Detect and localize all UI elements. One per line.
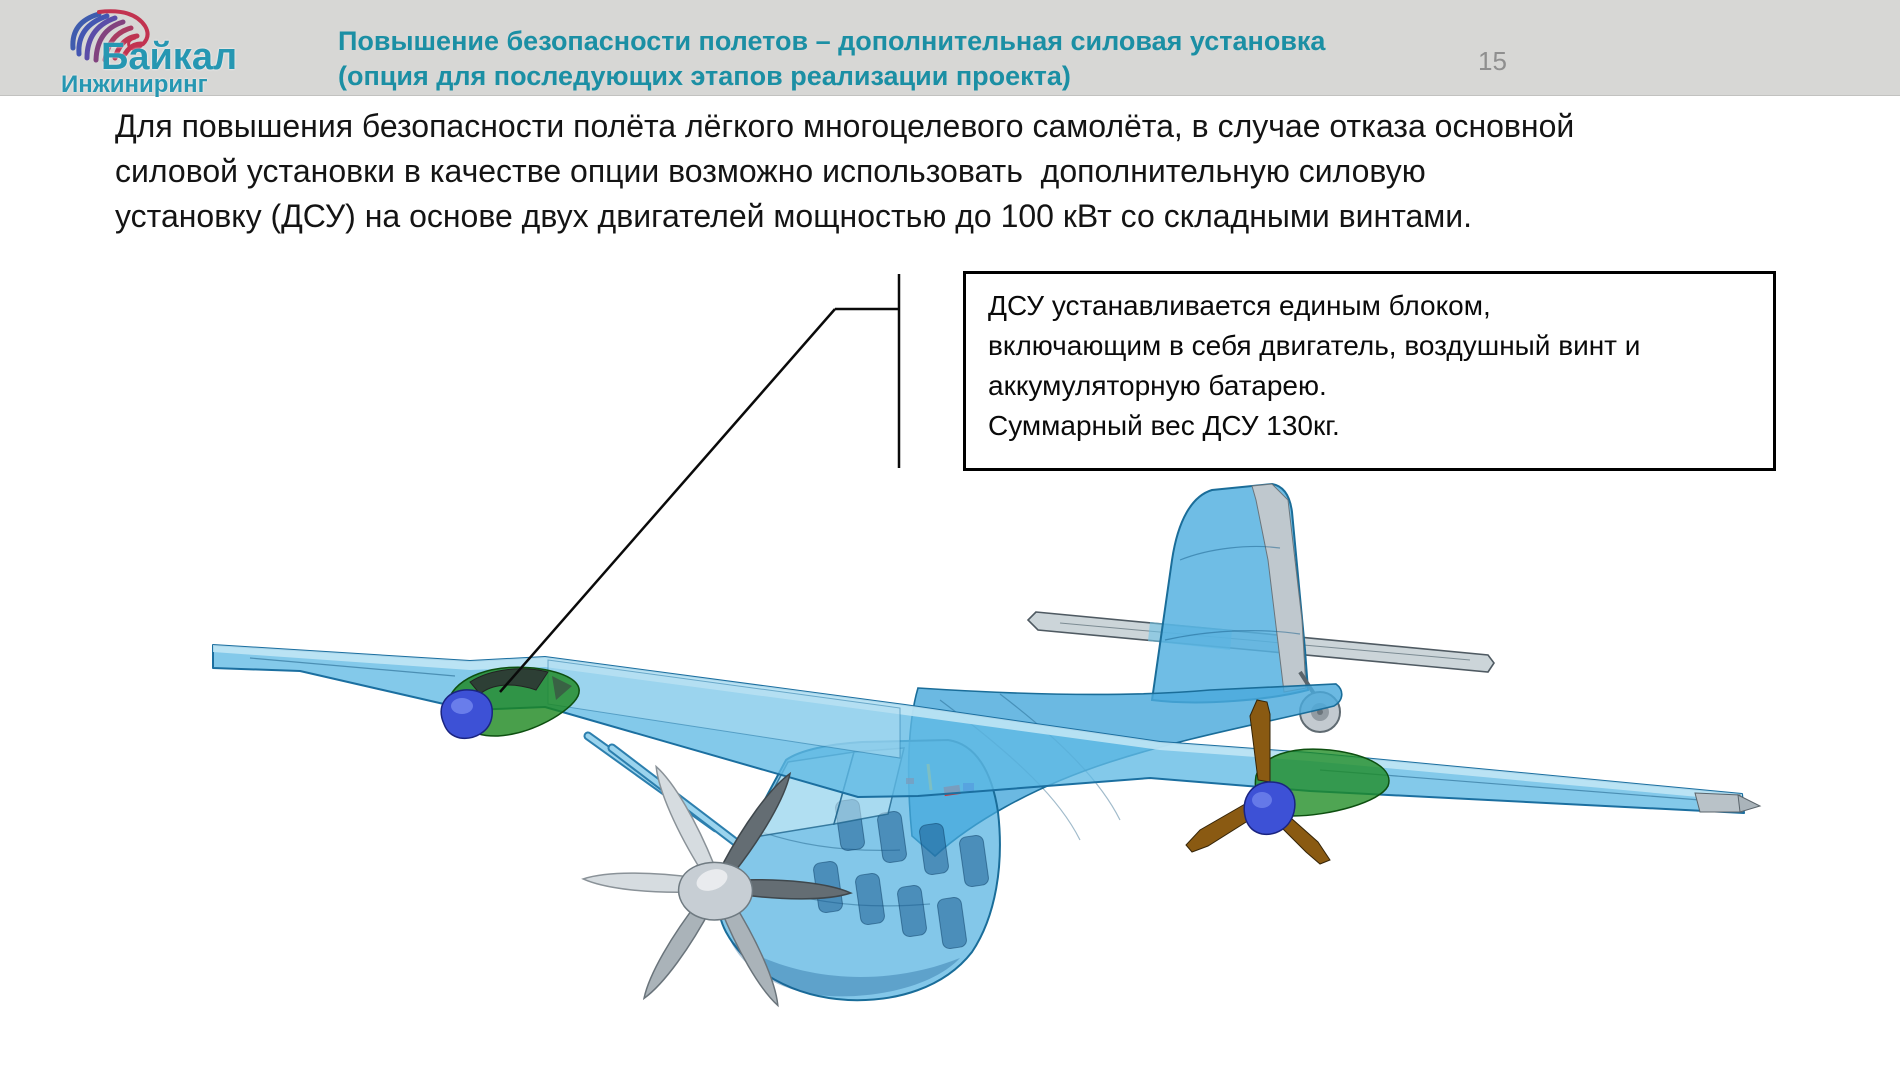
vertical-fin	[1152, 484, 1308, 702]
leader-line	[500, 274, 899, 692]
slide-title-line1: Повышение безопасности полетов – дополнительная силовая установка	[338, 26, 1326, 56]
body-line-2: силовой установки в качестве опции возможно использовать дополнительную силовую	[115, 153, 1426, 189]
body-line-3: установку (ДСУ) на основе двух двигателей мощностью до 100 кВт со складными винтами.	[115, 198, 1473, 234]
logo-text-engineering: Инжиниринг	[61, 71, 208, 98]
left-spinner	[441, 690, 492, 738]
slide-title-line2: (опция для последующих этапов реализации проекта)	[338, 61, 1071, 91]
body-line-1: Для повышения безопасности полёта лёгкого многоцелевого самолёта, в случае отказа основной	[115, 108, 1575, 144]
callout-line-4: Суммарный вес ДСУ 130кг.	[988, 410, 1340, 441]
callout-line-1: ДСУ устанавливается единым блоком,	[988, 290, 1491, 321]
dsu-callout-box	[963, 271, 1776, 471]
callout-line-3: аккумуляторную батарею.	[988, 370, 1327, 401]
callout-line-2: включающим в себя двигатель, воздушный винт и	[988, 330, 1641, 361]
wing	[213, 645, 1760, 813]
page-number: 15	[1478, 46, 1507, 76]
logo-text-baikal: Байкал	[101, 36, 238, 78]
